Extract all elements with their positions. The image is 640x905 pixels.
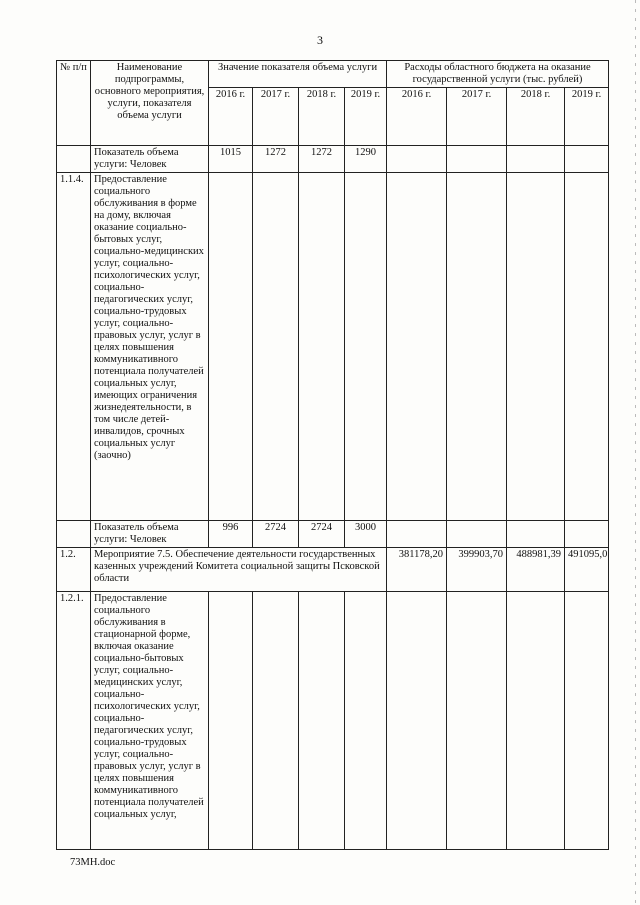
header-cost-year: 2017 г.	[447, 88, 507, 146]
cost-cell	[387, 521, 447, 548]
table-row	[57, 548, 609, 592]
header-col-name: Наименование подпрограммы, основного мероприятия, услуги, показателя объема услуги	[91, 61, 209, 146]
row-name: Предоставление социального обслуживания в форме на дому, включая оказание социально-бытовых услуг, социально-медицинских услуг, социально-психологических услуг, социально-педагогических услуг, социально-трудовых услуг, социально-правовых услуг, услуг в целях повышения коммуникативного потенциала получателей социальных услуг, имеющих ограничения жизнедеятельности, в том числе детей-инвалидов, срочных социальных услуг (заочно)	[91, 173, 209, 521]
value-cell	[209, 592, 253, 850]
value-cell	[345, 592, 387, 850]
footer-filename: 73MH.doc	[70, 857, 116, 868]
cost-cell	[507, 146, 565, 173]
value-cell	[209, 173, 253, 521]
cost-cell	[565, 592, 609, 850]
table-row	[57, 521, 609, 548]
header-group-costs: Расходы областного бюджета на оказание государственной услуги (тыс. рублей)	[387, 61, 609, 88]
row-name: Показатель объема услуги: Человек	[91, 521, 209, 548]
value-cell: 1272	[253, 146, 299, 173]
value-cell: 1272	[299, 146, 345, 173]
cost-cell: 399903,70	[447, 548, 507, 592]
cost-cell	[447, 146, 507, 173]
header-cost-year: 2019 г.	[565, 88, 609, 146]
table-row	[57, 146, 609, 173]
row-number: 1.2.	[57, 548, 91, 592]
value-cell	[345, 173, 387, 521]
header-group-values: Значение показателя объема услуги	[209, 61, 387, 88]
scan-edge	[635, 0, 636, 905]
budget-table	[56, 60, 609, 850]
row-number	[57, 521, 91, 548]
value-cell: 3000	[345, 521, 387, 548]
header-value-year: 2017 г.	[253, 88, 299, 146]
header-value-year: 2016 г.	[209, 88, 253, 146]
value-cell	[299, 592, 345, 850]
table-row	[57, 173, 609, 521]
cost-cell	[507, 173, 565, 521]
row-name: Предоставление социального обслуживания в стационарной форме, включая оказание социально-бытовых услуг, социально-медицинских услуг, социально-психологических услуг, социально-педагогических услуг, социально-трудовых услуг, социально-правовых услуг, услуг в целях повышения коммуникативного потенциала получателей социальных услуг,	[91, 592, 209, 850]
value-cell	[253, 173, 299, 521]
cost-cell	[507, 592, 565, 850]
table-row	[57, 592, 609, 850]
value-cell	[253, 592, 299, 850]
header-value-year: 2018 г.	[299, 88, 345, 146]
cost-cell	[565, 173, 609, 521]
header-row-1	[57, 61, 609, 88]
cost-cell	[387, 592, 447, 850]
cost-cell	[507, 521, 565, 548]
cost-cell	[387, 173, 447, 521]
cost-cell: 491095,0	[565, 548, 609, 592]
page-number: 3	[317, 33, 323, 47]
row-name: Мероприятие 7.5. Обеспечение деятельности государственных казенных учреждений Комитета социальной защиты Псковской области	[91, 548, 387, 592]
cost-cell	[447, 592, 507, 850]
cost-cell: 488981,39	[507, 548, 565, 592]
value-cell: 1015	[209, 146, 253, 173]
row-number	[57, 146, 91, 173]
cost-cell	[447, 521, 507, 548]
cost-cell: 381178,20	[387, 548, 447, 592]
value-cell: 2724	[253, 521, 299, 548]
header-cost-year: 2018 г.	[507, 88, 565, 146]
cost-cell	[447, 173, 507, 521]
row-number: 1.2.1.	[57, 592, 91, 850]
header-col-number: № п/п	[57, 61, 91, 146]
row-name: Показатель объема услуги: Человек	[91, 146, 209, 173]
cost-cell	[565, 146, 609, 173]
cost-cell	[565, 521, 609, 548]
cost-cell	[387, 146, 447, 173]
value-cell: 2724	[299, 521, 345, 548]
value-cell: 1290	[345, 146, 387, 173]
row-number: 1.1.4.	[57, 173, 91, 521]
header-cost-year: 2016 г.	[387, 88, 447, 146]
value-cell: 996	[209, 521, 253, 548]
value-cell	[299, 173, 345, 521]
header-value-year: 2019 г.	[345, 88, 387, 146]
